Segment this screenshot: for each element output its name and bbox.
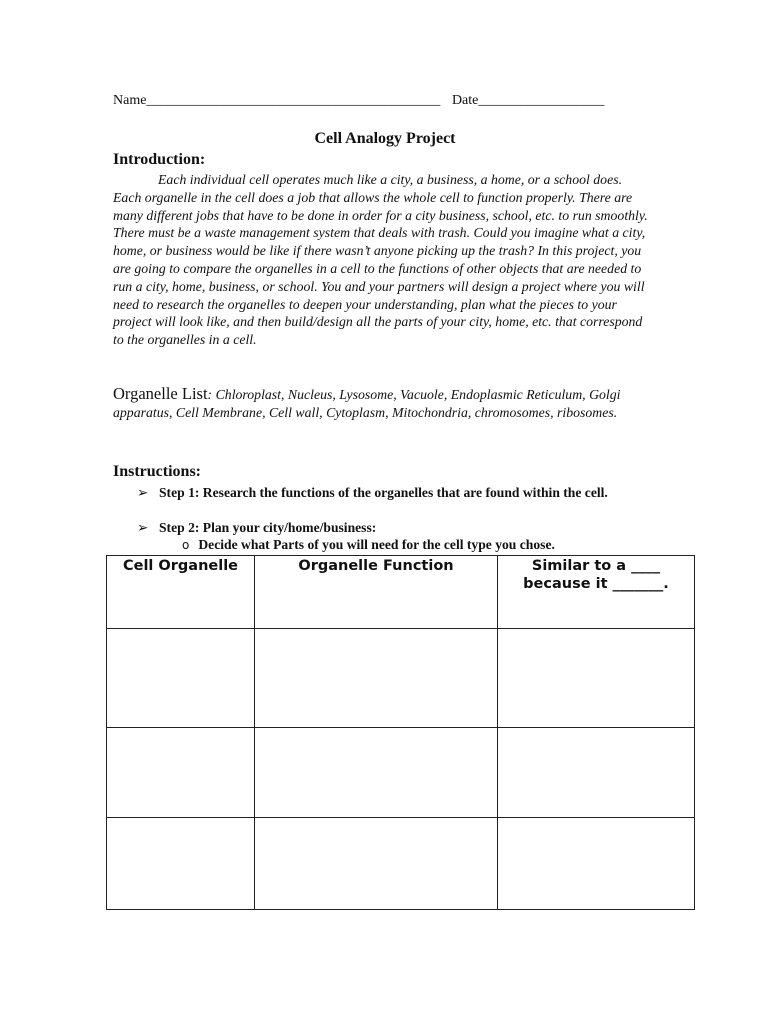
function-cell[interactable] bbox=[255, 818, 498, 910]
table-header-row bbox=[107, 556, 695, 629]
step-1 bbox=[137, 484, 657, 502]
instructions-heading: Instructions: bbox=[113, 463, 202, 480]
step-2 bbox=[137, 519, 657, 537]
similar-cell[interactable] bbox=[498, 728, 695, 818]
organelle-cell[interactable] bbox=[107, 728, 255, 818]
function-cell[interactable] bbox=[255, 629, 498, 728]
organelle-table bbox=[106, 555, 695, 910]
table-row bbox=[107, 818, 695, 910]
introduction-heading: Introduction: bbox=[113, 151, 206, 168]
column-header-function: Organelle Function bbox=[255, 556, 498, 629]
circle-bullet-icon: o bbox=[182, 538, 190, 552]
similar-cell[interactable] bbox=[498, 629, 695, 728]
organelle-list-items: : Chloroplast, Nucleus, Lysosome, Vacuole, Endoplasmic Reticulum, Golgi apparatus, Cell Membrane, Cell wall, Cytoplasm, Mitochondria, chromosomes, ribosomes. bbox=[113, 387, 621, 420]
table-row bbox=[107, 629, 695, 728]
organelle-cell[interactable] bbox=[107, 629, 255, 728]
organelle-list-label: Organelle List bbox=[113, 384, 208, 403]
page-title: Cell Analogy Project bbox=[314, 130, 456, 147]
function-cell[interactable] bbox=[255, 728, 498, 818]
step-1-text: Step 1: Research the functions of the organelles that are found within the cell. bbox=[159, 485, 608, 500]
arrow-bullet-icon: ➢ bbox=[137, 485, 149, 500]
name-date-line bbox=[113, 93, 604, 109]
name-field[interactable]: Name__________________________________________ bbox=[113, 93, 441, 108]
step-2-substep bbox=[182, 537, 555, 553]
organelle-list bbox=[113, 385, 653, 422]
similar-cell[interactable] bbox=[498, 818, 695, 910]
arrow-bullet-icon: ➢ bbox=[137, 520, 149, 535]
step-2-text: Step 2: Plan your city/home/business: bbox=[159, 520, 377, 535]
table-row bbox=[107, 728, 695, 818]
column-header-organelle: Cell Organelle bbox=[107, 556, 255, 629]
organelle-cell[interactable] bbox=[107, 818, 255, 910]
column-header-similar: Similar to a ____ because it _______. bbox=[498, 556, 695, 629]
introduction-body: Each individual cell operates much like a city, a business, a home, or a school does. Each organelle in the cell does a job that allows the whole cell to function properly. There are many different jobs that have to be done in order for a city business, school, etc. to run smoothly. There must be a waste management system that deals with trash. Could you imagine what a city, home, or business would be like if there wasn’t anyone picking up the trash? In this project, you are going to compare the organelles in a cell to the functions of other objects that are needed to run a city, home, business, or school. You and your partners will design a project where you will need to research the organelles to deepen your understanding, plan what the pieces to your project will look like, and then build/design all the parts of your city, home, etc. that correspond to the organelles in a cell. bbox=[113, 172, 648, 348]
date-field[interactable]: Date__________________ bbox=[451, 93, 605, 108]
substep-text: Decide what Parts of you will need for the cell type you chose. bbox=[198, 537, 555, 552]
